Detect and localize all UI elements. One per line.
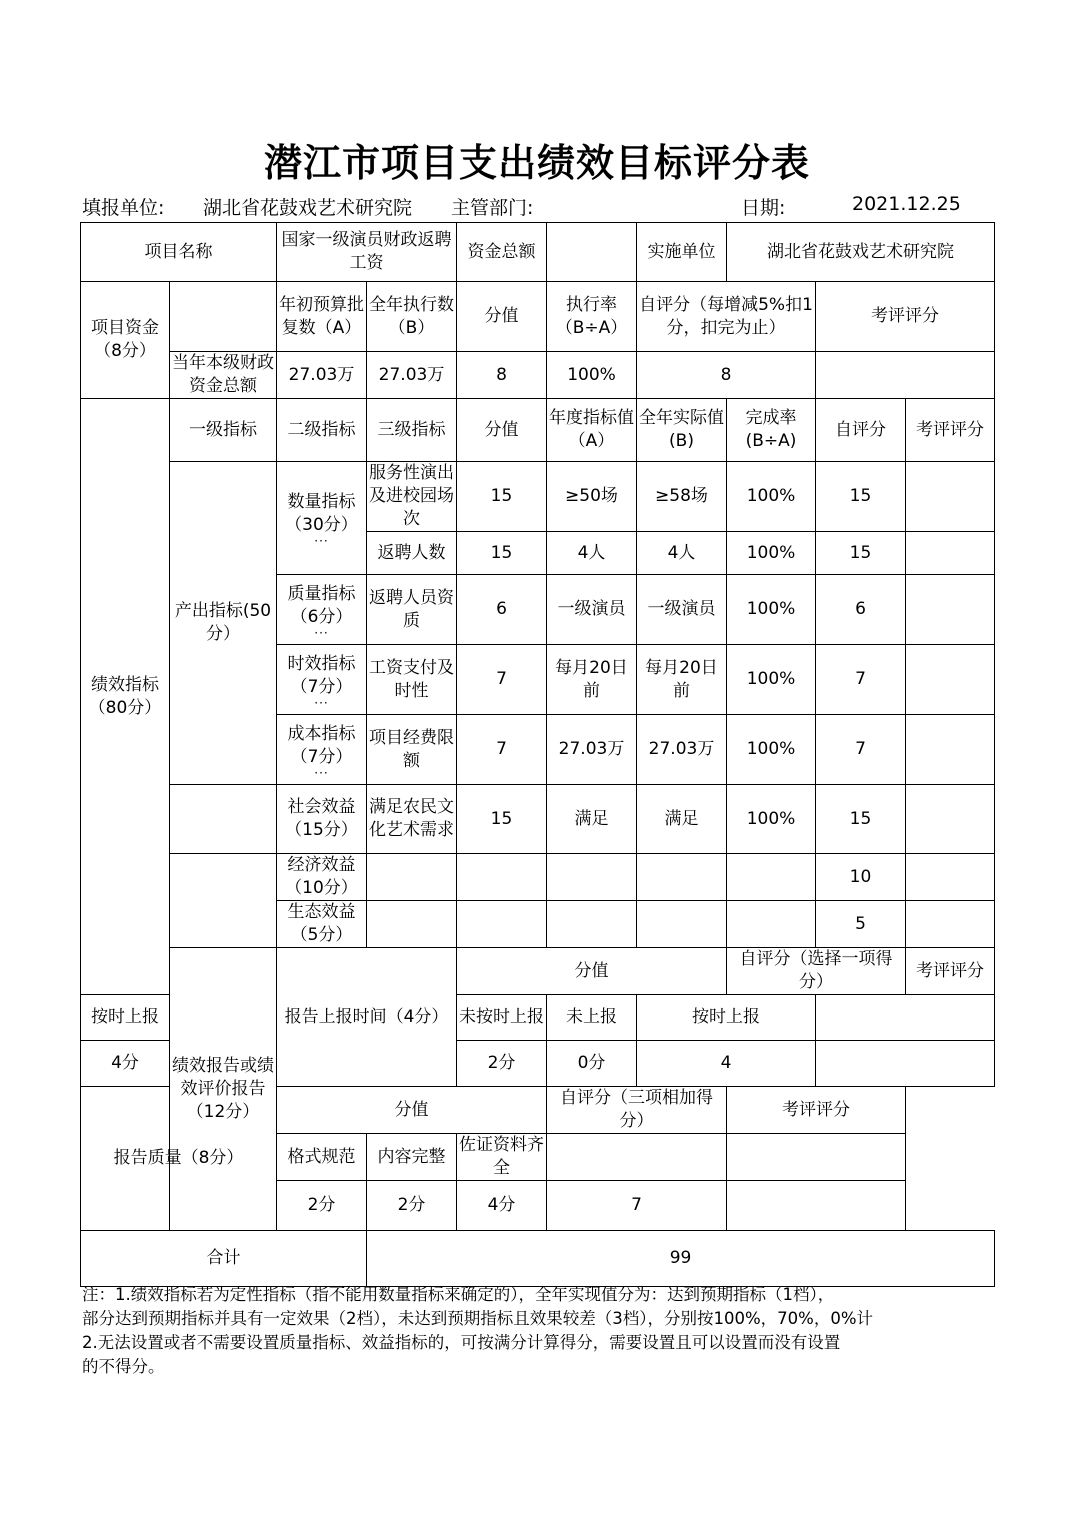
l1-blank-cell [170, 854, 277, 948]
quality-review-blank [727, 1134, 906, 1181]
rate-cell: 100% [727, 575, 816, 645]
score-cell [457, 901, 547, 948]
actual-cell: 4人 [637, 532, 727, 575]
self-cell: 5 [816, 901, 906, 948]
col-budget: 年初预算批复数（A） [277, 282, 367, 352]
self-cell: 15 [816, 462, 906, 532]
quality-pts3: 4分 [457, 1181, 547, 1231]
fund-total-label: 资金总额 [457, 223, 547, 282]
score-cell: 15 [457, 532, 547, 575]
review-cell [906, 785, 995, 854]
fund-total-value [547, 223, 637, 282]
footnote-line: 部分达到预期指标并具有一定效果（2档），未达到预期指标且效果较差（3档），分别按100%，70%，0%计 [82, 1309, 874, 1328]
col-ind-score: 分值 [457, 399, 547, 462]
rate-cell: 100% [727, 462, 816, 532]
col-rate: 执行率（B÷A） [547, 282, 637, 352]
funds-section-label: 项目资金（8分） [81, 282, 170, 399]
budget-value: 27.03万 [277, 352, 367, 399]
review-cell [906, 532, 995, 575]
score-cell: 15 [457, 785, 547, 854]
timing-opt3: 未上报 [547, 995, 637, 1041]
actual-cell: 一级演员 [637, 575, 727, 645]
timing-review-label: 考评评分 [906, 948, 995, 995]
footnote-line: 的不得分。 [82, 1357, 165, 1376]
unit-value: 湖北省花鼓戏艺术研究院 [203, 197, 413, 219]
ellipsis-icon: ··· [314, 534, 329, 548]
l3-cell: 满足农民文化艺术需求 [367, 785, 457, 854]
target-cell: 每月20日前 [547, 645, 637, 715]
target-cell [547, 901, 637, 948]
actual-cell: 27.03万 [637, 715, 727, 785]
impl-unit-label: 实施单位 [637, 223, 727, 282]
col-l1: 一级指标 [170, 399, 277, 462]
l2-label: 时效指标（7分） [287, 653, 356, 697]
total-label: 合计 [81, 1231, 367, 1287]
rate-cell: 100% [727, 532, 816, 575]
self-value: 8 [637, 352, 816, 399]
quality-pts2: 2分 [367, 1181, 457, 1231]
timing-opt1: 按时上报 [81, 995, 170, 1041]
score-cell: 6 [457, 575, 547, 645]
table-row [81, 785, 995, 854]
indicator-section-label: 绩效指标（80分） [81, 399, 170, 995]
col-ind-self: 自评分 [816, 399, 906, 462]
l3-cell: 服务性演出及进校园场次 [367, 462, 457, 532]
funds-value-row [81, 352, 995, 399]
col-ind-review: 考评评分 [906, 399, 995, 462]
l1-blank-cell [170, 785, 277, 854]
timing-opt2: 未按时上报 [457, 995, 547, 1041]
review-cell [906, 575, 995, 645]
footnote [82, 1283, 992, 1379]
ellipsis-icon: ··· [314, 765, 329, 780]
timing-pts2: 2分 [457, 1041, 547, 1087]
actual-cell: ≥58场 [637, 462, 727, 532]
quality-item1: 格式规范 [277, 1134, 367, 1181]
project-row [81, 223, 995, 282]
indicator-header-row [81, 399, 995, 462]
l3-cell: 项目经费限额 [367, 715, 457, 785]
score-cell: 15 [457, 462, 547, 532]
quality-item2: 内容完整 [367, 1134, 457, 1181]
rate-cell: 100% [727, 645, 816, 715]
col-ind-rate: 完成率(B÷A) [727, 399, 816, 462]
rate-value: 100% [547, 352, 637, 399]
quality-score: 7 [547, 1181, 727, 1231]
project-name-label: 项目名称 [81, 223, 277, 282]
report-timing-label: 报告上报时间（4分） [277, 948, 457, 1087]
footnote-line: 2.无法设置或者不需要设置质量指标、效益指标的，可按满分计算得分，需要设置且可以设置而没有设置 [82, 1333, 841, 1352]
l3-cell: 返聘人数 [367, 532, 457, 575]
exec-value: 27.03万 [367, 352, 457, 399]
page-title: 潜江市项目支出绩效目标评分表 [263, 140, 810, 185]
timing-score-label: 分值 [457, 948, 727, 995]
l2-label: 质量指标（6分） [287, 583, 356, 627]
rate-cell [727, 854, 816, 901]
score-cell [457, 854, 547, 901]
date-label: 日期: [741, 197, 786, 219]
target-cell: 4人 [547, 532, 637, 575]
timing-review-value [816, 995, 995, 1041]
l2-cell [277, 715, 367, 785]
output-indicator-label: 产出指标(50分） [170, 462, 277, 785]
l2-label: 成本指标（7分） [287, 723, 356, 767]
score-cell: 7 [457, 715, 547, 785]
quality-item3: 佐证资料齐全 [457, 1134, 547, 1181]
target-cell: 一级演员 [547, 575, 637, 645]
col-self: 自评分（每增减5%扣1分，扣完为止） [637, 282, 816, 352]
report-section-label: 绩效报告或绩效评价报告（12分） [170, 948, 277, 1231]
funds-header-row [81, 282, 995, 352]
timing-review-score [816, 1041, 995, 1087]
col-exec: 全年执行数（B） [367, 282, 457, 352]
funds-blank-cell [170, 282, 277, 352]
target-cell [547, 854, 637, 901]
unit-label: 填报单位: [82, 197, 165, 219]
quality-review-label: 考评评分 [727, 1087, 906, 1134]
self-cell: 10 [816, 854, 906, 901]
ellipsis-icon: ··· [314, 695, 329, 710]
l2-cell: 社会效益（15分） [277, 785, 367, 854]
timing-answer: 按时上报 [637, 995, 816, 1041]
review-cell [906, 645, 995, 715]
col-l2: 二级指标 [277, 399, 367, 462]
quality-self-blank [547, 1134, 727, 1181]
rate-cell: 100% [727, 715, 816, 785]
rate-cell [727, 901, 816, 948]
impl-unit-value: 湖北省花鼓戏艺术研究院 [727, 223, 995, 282]
l2-label: 数量指标（30分） [285, 492, 358, 535]
score-cell: 7 [457, 645, 547, 715]
l3-cell: 返聘人员资质 [367, 575, 457, 645]
self-cell: 6 [816, 575, 906, 645]
col-score: 分值 [457, 282, 547, 352]
dept-label: 主管部门: [451, 197, 534, 219]
report-timing-header-row [81, 948, 995, 995]
col-review: 考评评分 [816, 282, 995, 352]
l2-cell: 经济效益（10分） [277, 854, 367, 901]
timing-pts3: 0分 [547, 1041, 637, 1087]
self-cell: 7 [816, 715, 906, 785]
target-cell: 27.03万 [547, 715, 637, 785]
self-cell: 15 [816, 785, 906, 854]
actual-cell [637, 854, 727, 901]
ellipsis-icon: ··· [314, 625, 329, 640]
l2-cell: 生态效益（5分） [277, 901, 367, 948]
quality-pts1: 2分 [277, 1181, 367, 1231]
review-cell [906, 462, 995, 532]
table-row [81, 462, 995, 532]
funds-row-label: 当年本级财政资金总额 [170, 352, 277, 399]
total-value: 99 [367, 1231, 995, 1287]
l2-cell [277, 462, 367, 575]
review-value [816, 352, 995, 399]
actual-cell: 满足 [637, 785, 727, 854]
target-cell: 满足 [547, 785, 637, 854]
col-l3: 三级指标 [367, 399, 457, 462]
timing-self-label: 自评分（选择一项得分） [727, 948, 906, 995]
l3-cell [367, 901, 457, 948]
project-name-value: 国家一级演员财政返聘工资 [277, 223, 457, 282]
review-cell [906, 854, 995, 901]
score-table [80, 222, 995, 1287]
self-cell: 7 [816, 645, 906, 715]
table-row [81, 854, 995, 901]
l2-cell [277, 645, 367, 715]
timing-pts1: 4分 [81, 1041, 170, 1087]
quality-self-label: 自评分（三项相加得分） [547, 1087, 727, 1134]
col-target: 年度指标值（A） [547, 399, 637, 462]
total-row [81, 1231, 995, 1287]
score-value: 8 [457, 352, 547, 399]
date-value: 2021.12.25 [852, 193, 961, 215]
rate-cell: 100% [727, 785, 816, 854]
l2-cell [277, 575, 367, 645]
col-actual: 全年实际值(B) [637, 399, 727, 462]
actual-cell [637, 901, 727, 948]
review-cell [906, 715, 995, 785]
l3-cell [367, 854, 457, 901]
actual-cell: 每月20日前 [637, 645, 727, 715]
target-cell: ≥50场 [547, 462, 637, 532]
report-quality-label: 报告质量（8分） [81, 1087, 277, 1231]
review-cell [906, 901, 995, 948]
quality-review-score [727, 1181, 906, 1231]
quality-score-label: 分值 [277, 1087, 547, 1134]
timing-score: 4 [637, 1041, 816, 1087]
l3-cell: 工资支付及时性 [367, 645, 457, 715]
self-cell: 15 [816, 532, 906, 575]
footnote-line: 注：1.绩效指标若为定性指标（指不能用数量指标来确定的），全年实现值分为：达到预期指标（1档）， [82, 1285, 835, 1304]
